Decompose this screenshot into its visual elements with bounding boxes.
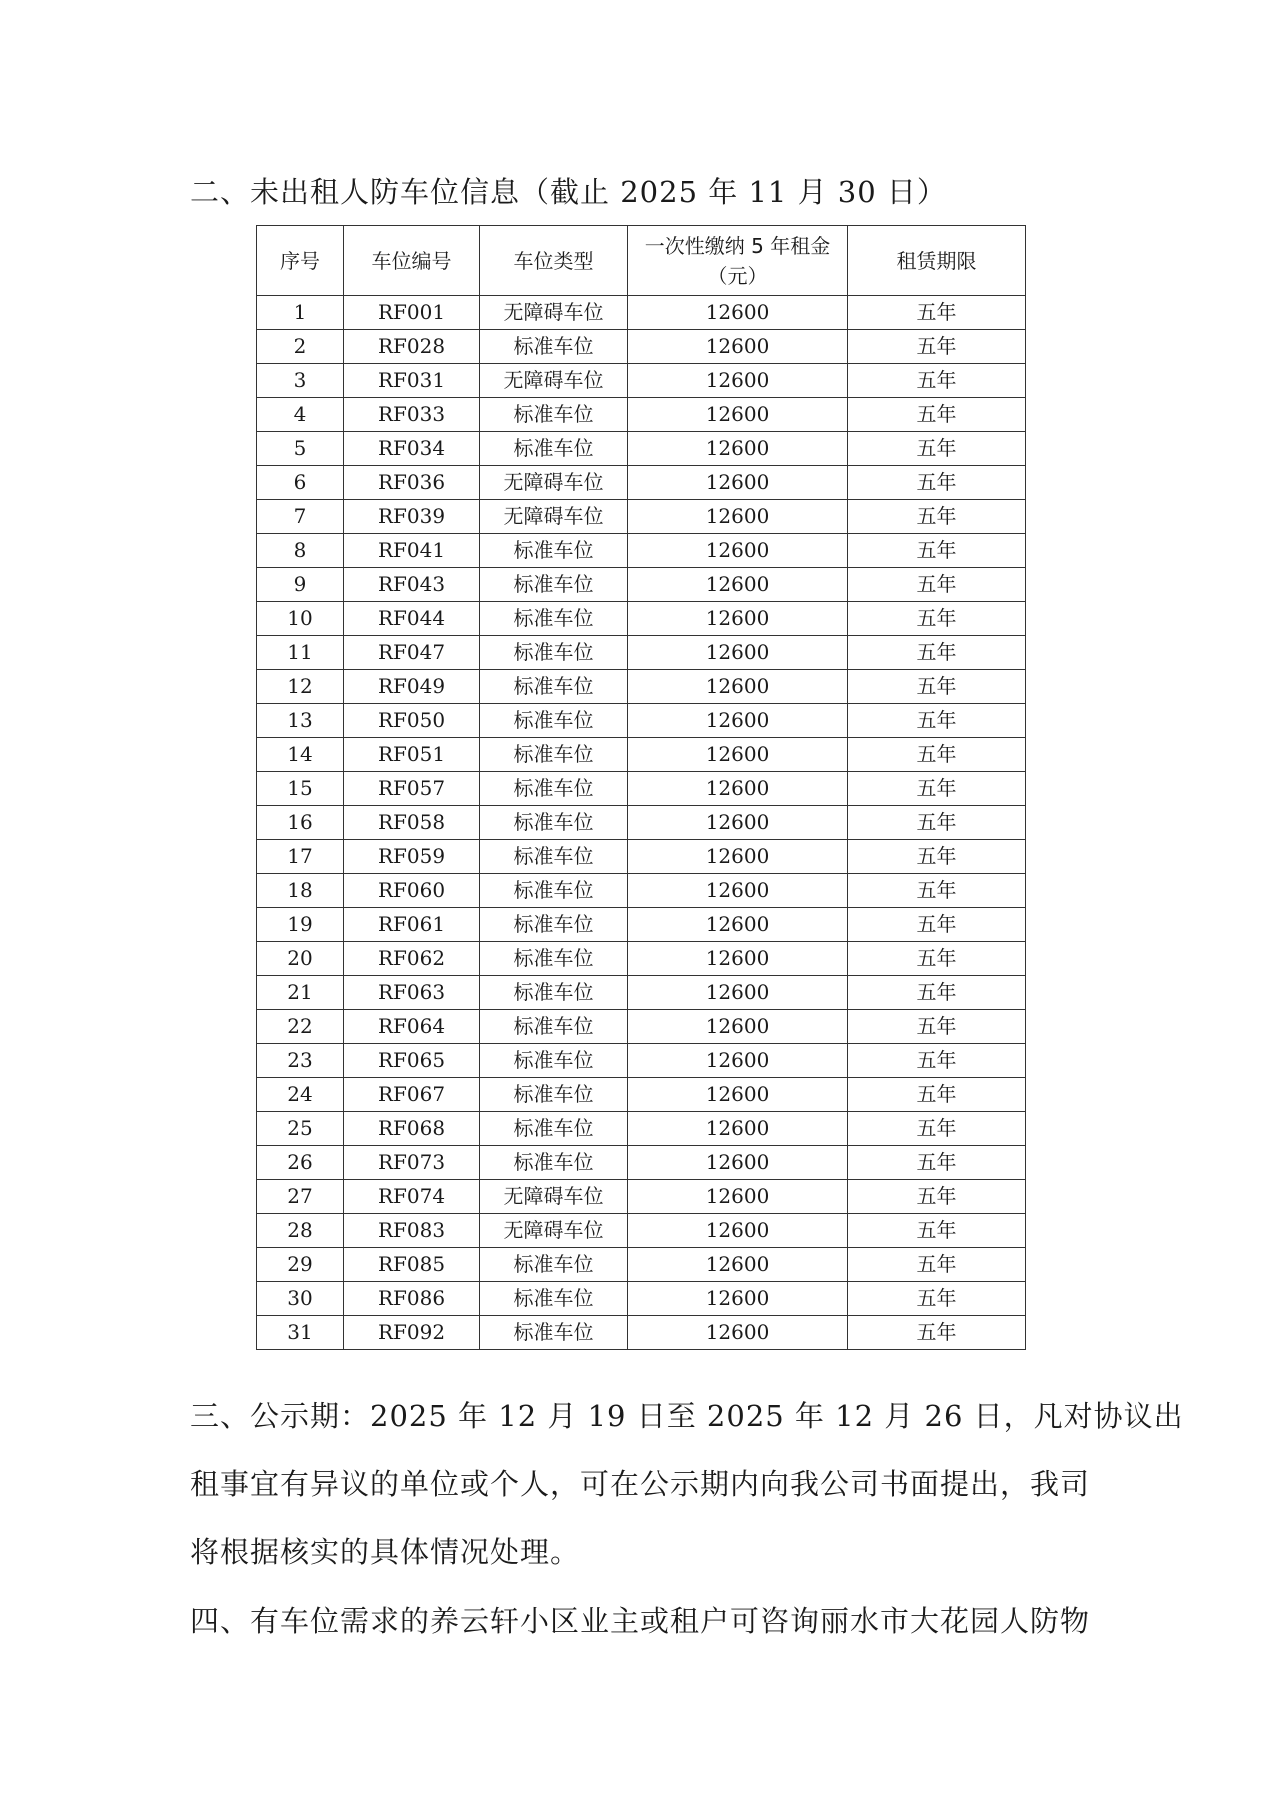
cell-lease-term: 五年 <box>848 534 1026 568</box>
cell-index: 25 <box>257 1112 344 1146</box>
cell-space-type: 标准车位 <box>480 398 628 432</box>
cell-lease-term: 五年 <box>848 432 1026 466</box>
cell-rent: 12600 <box>628 1214 848 1248</box>
cell-rent: 12600 <box>628 874 848 908</box>
cell-space-type: 标准车位 <box>480 636 628 670</box>
table-row <box>257 296 1026 330</box>
cell-space-code: RF060 <box>344 874 480 908</box>
cell-space-type: 标准车位 <box>480 534 628 568</box>
cell-lease-term: 五年 <box>848 1282 1026 1316</box>
cell-space-type: 标准车位 <box>480 568 628 602</box>
cell-rent: 12600 <box>628 636 848 670</box>
cell-space-type: 无障碍车位 <box>480 296 628 330</box>
cell-lease-term: 五年 <box>848 1180 1026 1214</box>
table-row <box>257 1146 1026 1180</box>
table-row <box>257 670 1026 704</box>
cell-index: 24 <box>257 1078 344 1112</box>
parking-space-table <box>256 225 1026 1350</box>
section-3-line: 租事宜有异议的单位或个人，可在公示期内向我公司书面提出，我司 <box>190 1467 1091 1501</box>
table-row <box>257 874 1026 908</box>
cell-lease-term: 五年 <box>848 670 1026 704</box>
cell-space-type: 标准车位 <box>480 806 628 840</box>
table-row <box>257 330 1026 364</box>
cell-space-type: 标准车位 <box>480 670 628 704</box>
cell-lease-term: 五年 <box>848 568 1026 602</box>
table-row <box>257 1248 1026 1282</box>
table-row <box>257 500 1026 534</box>
table-row <box>257 534 1026 568</box>
table-row <box>257 1214 1026 1248</box>
cell-space-code: RF074 <box>344 1180 480 1214</box>
cell-space-code: RF050 <box>344 704 480 738</box>
cell-rent: 12600 <box>628 1044 848 1078</box>
cell-rent: 12600 <box>628 1112 848 1146</box>
cell-lease-term: 五年 <box>848 1248 1026 1282</box>
cell-lease-term: 五年 <box>848 636 1026 670</box>
cell-space-type: 标准车位 <box>480 738 628 772</box>
cell-space-code: RF063 <box>344 976 480 1010</box>
cell-lease-term: 五年 <box>848 1214 1026 1248</box>
cell-space-type: 标准车位 <box>480 432 628 466</box>
cell-space-code: RF062 <box>344 942 480 976</box>
cell-index: 29 <box>257 1248 344 1282</box>
cell-rent: 12600 <box>628 908 848 942</box>
cell-space-code: RF039 <box>344 500 480 534</box>
cell-space-code: RF041 <box>344 534 480 568</box>
cell-space-code: RF034 <box>344 432 480 466</box>
cell-lease-term: 五年 <box>848 602 1026 636</box>
cell-rent: 12600 <box>628 1180 848 1214</box>
table-row <box>257 1282 1026 1316</box>
cell-rent: 12600 <box>628 1282 848 1316</box>
cell-rent: 12600 <box>628 398 848 432</box>
cell-space-type: 标准车位 <box>480 772 628 806</box>
cell-index: 30 <box>257 1282 344 1316</box>
cell-space-code: RF001 <box>344 296 480 330</box>
cell-space-type: 标准车位 <box>480 1044 628 1078</box>
cell-space-code: RF059 <box>344 840 480 874</box>
cell-rent: 12600 <box>628 942 848 976</box>
cell-space-code: RF049 <box>344 670 480 704</box>
header-space-code: 车位编号 <box>344 226 480 296</box>
cell-space-type: 标准车位 <box>480 602 628 636</box>
section-3-paragraph <box>190 1382 1184 1586</box>
section-3-line: 三、公示期：2025 年 12 月 19 日至 2025 年 12 月 26 日，凡对协议出 <box>190 1399 1184 1433</box>
cell-lease-term: 五年 <box>848 908 1026 942</box>
cell-index: 23 <box>257 1044 344 1078</box>
cell-lease-term: 五年 <box>848 942 1026 976</box>
cell-space-type: 标准车位 <box>480 942 628 976</box>
table-row <box>257 364 1026 398</box>
cell-space-code: RF036 <box>344 466 480 500</box>
cell-space-code: RF085 <box>344 1248 480 1282</box>
cell-space-code: RF067 <box>344 1078 480 1112</box>
cell-rent: 12600 <box>628 466 848 500</box>
table-row <box>257 1044 1026 1078</box>
cell-index: 15 <box>257 772 344 806</box>
cell-space-type: 无障碍车位 <box>480 1214 628 1248</box>
cell-space-type: 标准车位 <box>480 908 628 942</box>
cell-rent: 12600 <box>628 772 848 806</box>
cell-rent: 12600 <box>628 534 848 568</box>
cell-lease-term: 五年 <box>848 1010 1026 1044</box>
table-body <box>257 296 1026 1350</box>
cell-lease-term: 五年 <box>848 1078 1026 1112</box>
table-row <box>257 1010 1026 1044</box>
cell-space-code: RF083 <box>344 1214 480 1248</box>
cell-rent: 12600 <box>628 806 848 840</box>
header-index: 序号 <box>257 226 344 296</box>
cell-lease-term: 五年 <box>848 466 1026 500</box>
cell-space-type: 无障碍车位 <box>480 364 628 398</box>
section-4-paragraph <box>190 1587 1090 1655</box>
header-rent: 一次性缴纳 5 年租金（元） <box>628 226 848 296</box>
table-header-row <box>257 226 1026 296</box>
cell-rent: 12600 <box>628 840 848 874</box>
cell-rent: 12600 <box>628 1146 848 1180</box>
cell-space-type: 标准车位 <box>480 1316 628 1350</box>
table-row <box>257 942 1026 976</box>
table-row <box>257 840 1026 874</box>
cell-rent: 12600 <box>628 500 848 534</box>
cell-index: 3 <box>257 364 344 398</box>
cell-rent: 12600 <box>628 1078 848 1112</box>
cell-lease-term: 五年 <box>848 738 1026 772</box>
cell-index: 8 <box>257 534 344 568</box>
cell-rent: 12600 <box>628 1316 848 1350</box>
cell-rent: 12600 <box>628 1248 848 1282</box>
cell-lease-term: 五年 <box>848 500 1026 534</box>
cell-space-code: RF028 <box>344 330 480 364</box>
cell-rent: 12600 <box>628 670 848 704</box>
cell-rent: 12600 <box>628 432 848 466</box>
table-row <box>257 432 1026 466</box>
cell-lease-term: 五年 <box>848 1044 1026 1078</box>
cell-space-code: RF057 <box>344 772 480 806</box>
cell-lease-term: 五年 <box>848 330 1026 364</box>
table-row <box>257 908 1026 942</box>
cell-space-type: 无障碍车位 <box>480 1180 628 1214</box>
cell-space-type: 标准车位 <box>480 704 628 738</box>
cell-index: 2 <box>257 330 344 364</box>
cell-index: 7 <box>257 500 344 534</box>
cell-index: 21 <box>257 976 344 1010</box>
cell-index: 31 <box>257 1316 344 1350</box>
cell-space-type: 标准车位 <box>480 1146 628 1180</box>
header-space-type: 车位类型 <box>480 226 628 296</box>
table-row <box>257 1112 1026 1146</box>
cell-lease-term: 五年 <box>848 296 1026 330</box>
cell-rent: 12600 <box>628 364 848 398</box>
cell-lease-term: 五年 <box>848 874 1026 908</box>
cell-space-type: 标准车位 <box>480 1078 628 1112</box>
section-3-line: 将根据核实的具体情况处理。 <box>190 1535 581 1569</box>
cell-space-code: RF031 <box>344 364 480 398</box>
cell-space-code: RF058 <box>344 806 480 840</box>
cell-lease-term: 五年 <box>848 364 1026 398</box>
cell-index: 18 <box>257 874 344 908</box>
table-row <box>257 976 1026 1010</box>
cell-space-code: RF092 <box>344 1316 480 1350</box>
cell-index: 13 <box>257 704 344 738</box>
table-row <box>257 568 1026 602</box>
cell-rent: 12600 <box>628 330 848 364</box>
cell-space-type: 标准车位 <box>480 1282 628 1316</box>
cell-space-code: RF051 <box>344 738 480 772</box>
cell-space-code: RF086 <box>344 1282 480 1316</box>
cell-index: 22 <box>257 1010 344 1044</box>
header-lease-term: 租赁期限 <box>848 226 1026 296</box>
cell-space-code: RF047 <box>344 636 480 670</box>
section-heading: 二、未出租人防车位信息（截止 2025 年 11 月 30 日） <box>190 175 947 209</box>
cell-index: 4 <box>257 398 344 432</box>
cell-lease-term: 五年 <box>848 976 1026 1010</box>
section-4-line: 四、有车位需求的养云轩小区业主或租户可咨询丽水市大花园人防物 <box>190 1604 1091 1638</box>
cell-space-code: RF043 <box>344 568 480 602</box>
table-row <box>257 636 1026 670</box>
cell-space-type: 标准车位 <box>480 1248 628 1282</box>
cell-lease-term: 五年 <box>848 1112 1026 1146</box>
cell-space-type: 无障碍车位 <box>480 466 628 500</box>
cell-index: 10 <box>257 602 344 636</box>
table-row <box>257 772 1026 806</box>
cell-rent: 12600 <box>628 976 848 1010</box>
cell-index: 1 <box>257 296 344 330</box>
cell-lease-term: 五年 <box>848 806 1026 840</box>
cell-space-code: RF065 <box>344 1044 480 1078</box>
cell-lease-term: 五年 <box>848 1146 1026 1180</box>
cell-lease-term: 五年 <box>848 840 1026 874</box>
cell-rent: 12600 <box>628 704 848 738</box>
cell-index: 6 <box>257 466 344 500</box>
cell-index: 20 <box>257 942 344 976</box>
cell-space-type: 标准车位 <box>480 840 628 874</box>
table-row <box>257 1316 1026 1350</box>
cell-space-code: RF044 <box>344 602 480 636</box>
cell-index: 17 <box>257 840 344 874</box>
cell-lease-term: 五年 <box>848 1316 1026 1350</box>
cell-space-code: RF061 <box>344 908 480 942</box>
table-row <box>257 1180 1026 1214</box>
table-row <box>257 806 1026 840</box>
table-row <box>257 398 1026 432</box>
table-row <box>257 704 1026 738</box>
cell-rent: 12600 <box>628 602 848 636</box>
cell-lease-term: 五年 <box>848 772 1026 806</box>
table-row <box>257 602 1026 636</box>
cell-space-code: RF064 <box>344 1010 480 1044</box>
cell-index: 26 <box>257 1146 344 1180</box>
cell-index: 14 <box>257 738 344 772</box>
table-row <box>257 738 1026 772</box>
cell-space-code: RF033 <box>344 398 480 432</box>
cell-space-code: RF068 <box>344 1112 480 1146</box>
cell-space-type: 标准车位 <box>480 1010 628 1044</box>
cell-rent: 12600 <box>628 568 848 602</box>
cell-index: 11 <box>257 636 344 670</box>
cell-index: 16 <box>257 806 344 840</box>
cell-index: 9 <box>257 568 344 602</box>
cell-space-type: 标准车位 <box>480 874 628 908</box>
cell-space-type: 无障碍车位 <box>480 500 628 534</box>
cell-space-type: 标准车位 <box>480 1112 628 1146</box>
table-row <box>257 1078 1026 1112</box>
cell-index: 12 <box>257 670 344 704</box>
cell-rent: 12600 <box>628 1010 848 1044</box>
table-row <box>257 466 1026 500</box>
cell-index: 19 <box>257 908 344 942</box>
cell-space-type: 标准车位 <box>480 330 628 364</box>
cell-rent: 12600 <box>628 738 848 772</box>
cell-index: 27 <box>257 1180 344 1214</box>
cell-space-code: RF073 <box>344 1146 480 1180</box>
cell-index: 28 <box>257 1214 344 1248</box>
cell-lease-term: 五年 <box>848 704 1026 738</box>
cell-index: 5 <box>257 432 344 466</box>
cell-space-type: 标准车位 <box>480 976 628 1010</box>
cell-rent: 12600 <box>628 296 848 330</box>
cell-lease-term: 五年 <box>848 398 1026 432</box>
